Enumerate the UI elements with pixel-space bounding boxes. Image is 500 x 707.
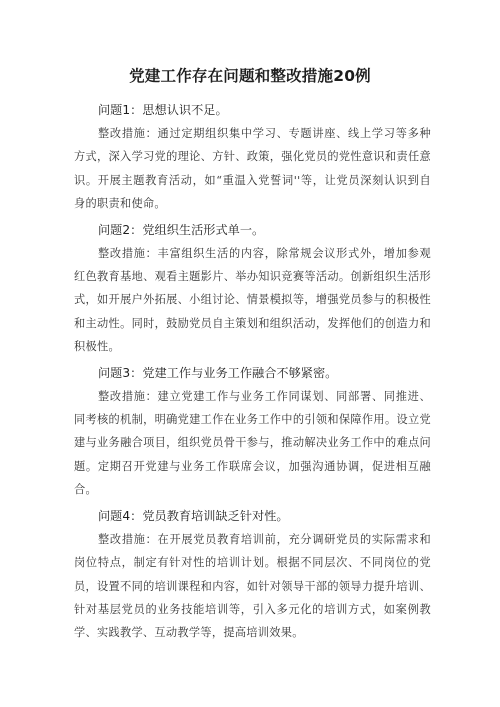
- section-problem-2: [74, 218, 431, 359]
- section-body: 整改措施：建立党建工作与业务工作同谋划、同部署、同推进、同考核的机制，明确党建工作在业务工作中的引领和保障作用。设立党建与业务融合项目，组织党员骨干参与，推动解决业务工作中的难点问题。定期召开党建与业务工作联席会议，加强沟通协调，促进相互融合。: [74, 389, 431, 497]
- section-body: 整改措施：丰富组织生活的内容，除常规会议形式外，增加参观红色教育基地、观看主题影片、举办知识竞赛等活动。创新组织生活形式，如开展户外拓展、小组讨论、情景模拟等，增强党员参与的积极性和主动性。同时，鼓励党员自主策划和组织活动，发挥他们的创造力和积极性。: [74, 246, 431, 354]
- section-heading: 问题3：党建工作与业务工作融合不够紧密。: [98, 365, 338, 380]
- section-heading: 问题1：思想认识不足。: [98, 103, 228, 117]
- document-title: 党建工作存在问题和整改措施20例: [129, 67, 371, 85]
- section-problem-3: [74, 361, 431, 502]
- document-content: [74, 98, 431, 647]
- section-problem-1: [74, 98, 431, 216]
- section-heading: 问题2：党组织生活形式单一。: [98, 222, 265, 237]
- section-problem-4: [74, 504, 431, 645]
- section-heading: 问题4：党员教育培训缺乏针对性。: [98, 508, 289, 523]
- section-body: 整改措施：在开展党员教育培训前，充分调研党员的实际需求和岗位特点，制定有针对性的培训计划。根据不同层次、不同岗位的党员，设置不同的培训课程和内容，如针对领导干部的领导力提升培训、针对基层党员的业务技能培训等，引入多元化的培训方式，如案例教学、实践教学、互动教学等，提高培训效果。: [74, 532, 431, 640]
- section-body: 整改措施：通过定期组织集中学习、专题讲座、线上学习等多种方式，深入学习党的理论、方针、政策，强化党员的党性意识和责任意识。开展主题教育活动，如“重温入党誓词''等，让党员深刻认识到自身的职责和使命。: [74, 127, 431, 211]
